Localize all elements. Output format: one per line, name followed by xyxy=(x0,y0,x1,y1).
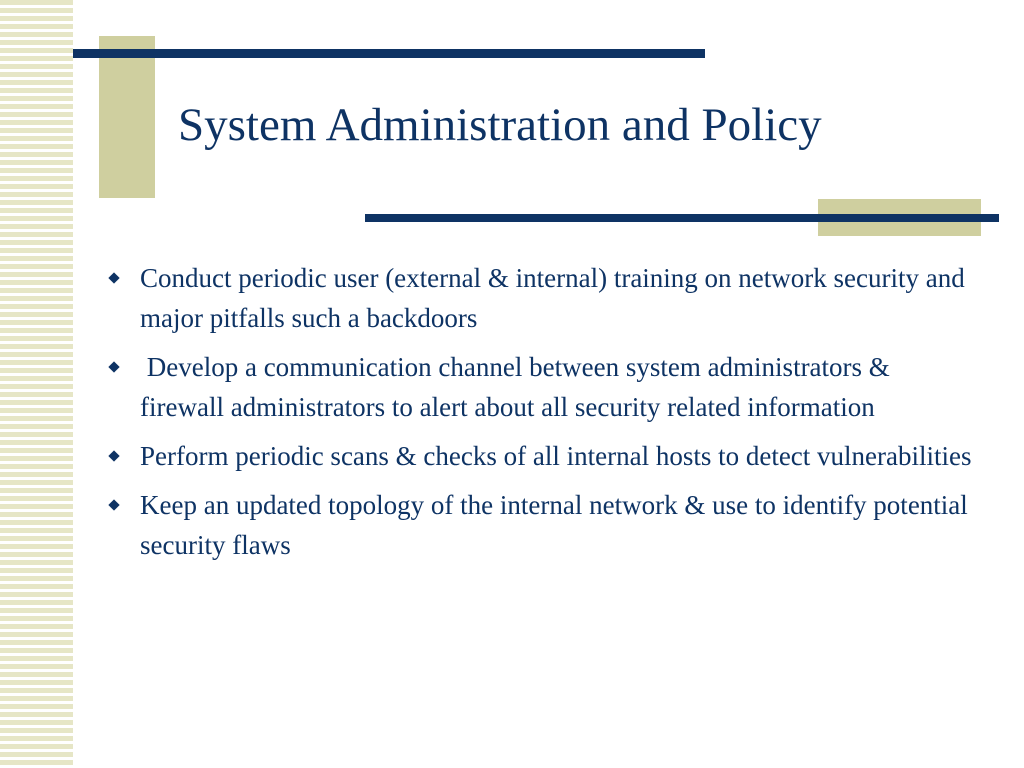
diamond-icon xyxy=(108,450,119,461)
decorative-bar-top xyxy=(73,49,705,58)
bullet-item xyxy=(103,258,973,338)
bullet-item xyxy=(103,485,973,565)
slide-title: System Administration and Policy xyxy=(178,99,822,151)
bullet-text: Conduct periodic user (external & internal) training on network security and major pitfalls such a backdoors xyxy=(140,263,965,333)
decorative-block-left xyxy=(99,36,155,198)
bullet-text: Keep an updated topology of the internal network & use to identify potential security flaws xyxy=(140,490,968,560)
diamond-icon xyxy=(108,272,119,283)
decorative-bar-bottom xyxy=(365,214,999,222)
bullet-text: Perform periodic scans & checks of all internal hosts to detect vulnerabilities xyxy=(140,441,972,471)
diamond-icon xyxy=(108,499,119,510)
bullet-list xyxy=(103,258,973,574)
bullet-text: Develop a communication channel between system administrators & firewall administrators to alert about all security related information xyxy=(140,352,890,422)
decorative-stripes xyxy=(0,0,73,768)
diamond-icon xyxy=(108,361,119,372)
bullet-item xyxy=(103,436,973,476)
bullet-item xyxy=(103,347,973,427)
